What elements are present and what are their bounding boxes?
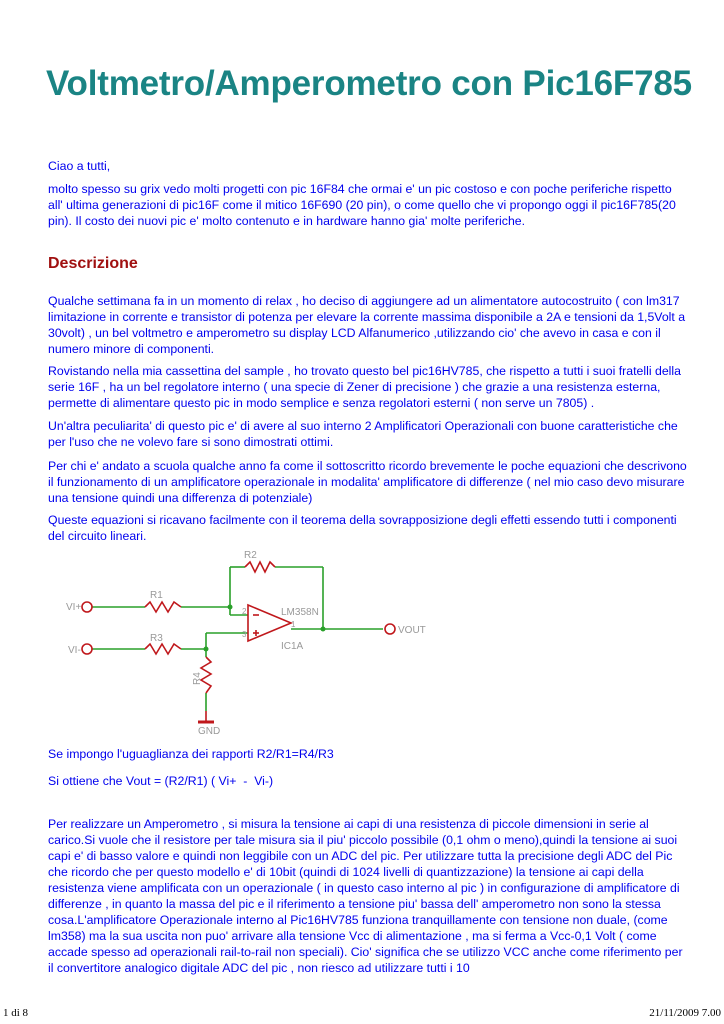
r1-label: R1	[150, 590, 163, 601]
r2-resistor	[245, 562, 275, 572]
vin-minus-terminal	[82, 644, 92, 654]
page-number: 1 di 8	[3, 1007, 29, 1019]
vin-minus-label: VI-	[68, 645, 81, 656]
equation-ratio-text: Se impongo l'uguaglianza dei rapporti R2/R1=R4/R3	[48, 747, 334, 761]
intro-paragraph: molto spesso su grix vedo molti progetti con pic 16F84 che ormai e' un pic costoso e con poche periferiche rispetto all' ultima generazioni di pic16F come il mitico 16F690 (20 pin), o come quello che vi propongo oggi il pic16F785(20 pin). Il costo dei nuovi pic e' molto contenuto e in hardware hanno gia' molte periferiche.	[48, 182, 676, 228]
gnd-label: GND	[198, 726, 221, 737]
opamp-part-label: LM358N	[281, 607, 319, 618]
pin-3-label: 3	[242, 630, 247, 639]
page-title: Voltmetro/Amperometro con Pic16F785	[46, 64, 692, 103]
r4-label: R4	[192, 672, 203, 685]
paragraph-amperometro: Per realizzare un Amperometro , si misura la tensione ai capi di una resistenza di piccole dimensioni in serie al carico.Si vuole che il resistore per tale misura sia il piu' piccolo possibile (0,1 ohm o meno),quindi la tensione ai suoi capi e' di basso valore e quindi non leggibile con un ADC del pic. Per utilizzare tutta la precisione degli ADC del Pic che ricordo che per questo modello e' di 10bit (quindi di 1024 livelli di quantizzazione) la tensione ai capi della resistenza viene amplificata con un operazionale ( in questo caso interno al pic ) in configurazione di amplificatore di differenze , in quanto la massa del pic e il riferimento a tensione piu' bassa dell' amperometro non sono la stessa cosa.L'amplificatore Operazionale interno al Pic16HV785 funziona tranquillamente con tensione non duale, (come lm358) ma la sua uscita non puo' arrivare alla tensione Vcc di alimentazione , ma si ferma a Vcc-0,1 Volt ( come accade spesso ad operazionali rail-to-rail non speciali). Cio' significa che se utilizzo VCC anche come riferimento per il convertitore analogico digitale ADC del pic , non riesco ad utilizzare tutti i 10	[48, 817, 683, 975]
r3-label: R3	[150, 633, 163, 644]
vin-plus-label: VI+	[66, 602, 82, 613]
equation-vout-text: Si ottiene che Vout = (R2/R1) ( Vi+ - Vi-)	[48, 774, 274, 788]
paragraph-sovrapposizione: Queste equazioni si ricavano facilmente con il teorema della sovrapposizione degli effetti essendo tutti i componenti del circuito lineari.	[48, 513, 677, 543]
paragraph-equazioni: Per chi e' andato a scuola qualche anno fa come il sottoscritto ricordo brevemente le poche equazioni che descrivono il funzionamento di un amplificatore operazionale in modalita' amplificatore di differenze ( nel mio caso devo misurare una tensione quindi una differenza di potenziale)	[48, 459, 687, 505]
section-heading-descrizione: Descrizione	[48, 255, 138, 272]
pin-2-label: 2	[242, 607, 247, 616]
paragraph-opamp: Un'altra peculiarita' di questo pic e' di avere al suo interno 2 Amplificatori Operazionali con buone caratteristiche che per l'uso che ne volevo fare si sono dimostrati ottimi.	[48, 419, 678, 449]
vout-terminal	[385, 624, 395, 634]
r2-label: R2	[244, 550, 257, 561]
paragraph-pic16hv785: Rovistando nella mia cassettina del sample , ho trovato questo bel pic16HV785, che rispetto a tutti i suoi fratelli della serie 16F , ha un bel regolatore interno ( una specie di Zener di precisione ) che grazie a una resistenza esterna, permette di alimentare questo pic in modo semplice e senza regolatori esterni ( non serve un 7805) .	[48, 364, 681, 410]
paragraph-alimentatore: Qualche settimana fa in un momento di relax , ho deciso di aggiungere ad un alimentatore autocostruito ( con lm317 limitazione in corrente e transistor di potenza per elevare la corrente massima disponibile a 2A e tensioni da 1,5Volt a 30volt) , un bel voltmetro e amperometro su display LCD Alfanumerico ,utilizzando cio' che avevo in casa e con il numero minore di componenti.	[48, 294, 686, 356]
vin-plus-terminal	[82, 602, 92, 612]
opamp-ref-label: IC1A	[281, 641, 304, 652]
r3-resistor	[145, 644, 181, 654]
vout-label: VOUT	[398, 625, 426, 636]
greeting-text: Ciao a tutti,	[48, 159, 111, 173]
print-date: 21/11/2009 7.00	[649, 1007, 721, 1019]
difference-amplifier-schematic	[0, 545, 724, 740]
r1-resistor	[145, 602, 181, 612]
pin-1-label: 1	[291, 620, 296, 629]
